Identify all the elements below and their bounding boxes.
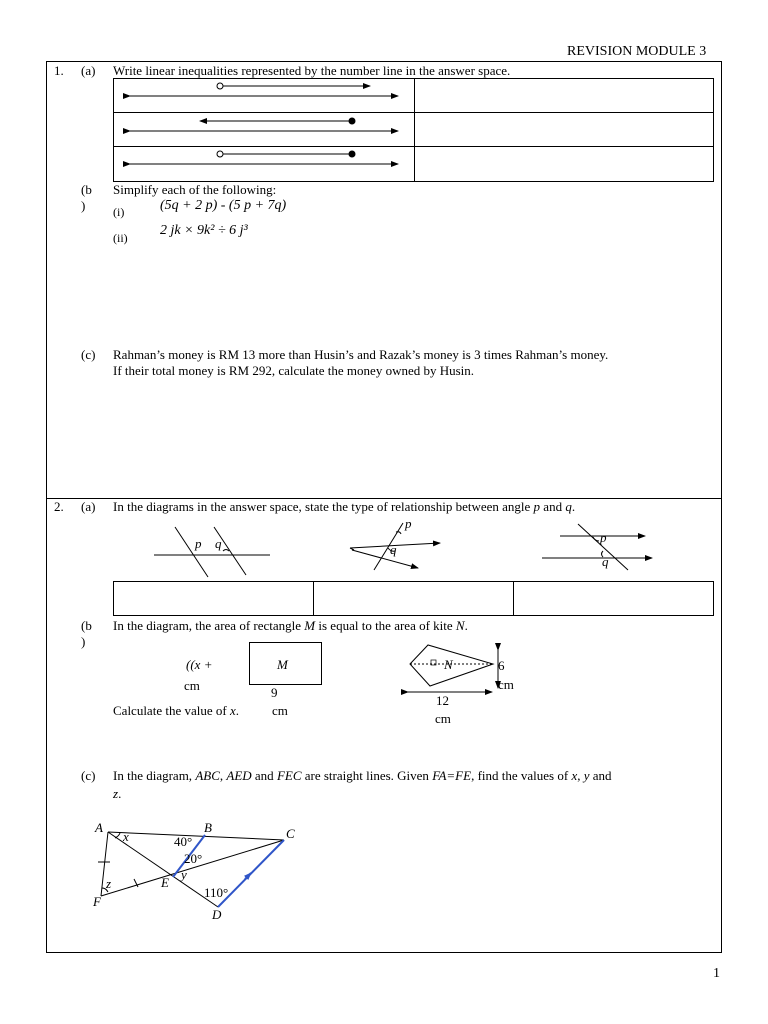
q2b-label: (b <box>81 618 92 633</box>
q2a-text: In the diagrams in the answer space, state the type of relationship between angle p and q. <box>113 499 576 514</box>
q2-number: 2. <box>54 499 64 514</box>
q2b-label-close: ) <box>81 634 86 649</box>
module-title: REVISION MODULE 3 <box>567 44 707 59</box>
q1c-label: (c) <box>81 347 96 362</box>
angle-110: 110° <box>204 885 229 900</box>
q1b-i-expression: (5q + 2 p) - (5 p + 7q) <box>160 198 287 213</box>
diagram1-angle-p: p <box>195 536 202 551</box>
point-f: F <box>93 894 101 909</box>
point-c: C <box>286 826 295 841</box>
diagram1-angle-q: q <box>215 536 222 551</box>
kite-height-unit: cm <box>498 677 514 692</box>
rectangle-bottom-unit: cm <box>272 703 288 718</box>
q1c-line-2: If their total money is RM 292, calculate the money owned by Husin. <box>113 363 475 378</box>
angle-20: 20° <box>184 851 203 866</box>
q1b-label-close: ) <box>81 198 86 213</box>
page-number: 1 <box>713 966 720 981</box>
angle-x: x <box>123 829 129 844</box>
q2c-line-1: In the diagram, ABC, AED and FEC are straight lines. Given FA=FE, find the values of x, y and <box>113 768 612 783</box>
angle-y: y <box>181 867 187 882</box>
kite-width-unit: cm <box>435 711 451 726</box>
diagram3-angle-q: q <box>602 554 609 569</box>
rectangle-label: M <box>277 657 288 672</box>
kite-height-value: 6 <box>498 658 505 673</box>
q2b-calculate: Calculate the value of x. <box>113 703 239 718</box>
q1b-label: (b <box>81 182 92 197</box>
angle-40: 40° <box>174 834 193 849</box>
angle-z: z <box>106 876 112 891</box>
diagram2-angle-q: q <box>390 542 397 557</box>
diagram3-angle-p: p <box>600 530 607 545</box>
q1a-label: (a) <box>81 63 96 78</box>
kite-label: N <box>444 657 453 672</box>
q2c-label: (c) <box>81 768 96 783</box>
q1c-line-1: Rahman’s money is RM 13 more than Husin’s and Razak’s money is 3 times Rahman’s money. <box>113 347 609 362</box>
rectangle-side-unit: cm <box>184 678 200 693</box>
point-a: A <box>95 820 103 835</box>
q1b-i-label: (i) <box>113 205 125 219</box>
kite-width-value: 12 <box>436 693 449 708</box>
q2b-text: In the diagram, the area of rectangle M is equal to the area of kite N. <box>113 618 468 633</box>
diagram2-angle-p: p <box>405 516 412 531</box>
q1b-ii-label: (ii) <box>113 231 128 245</box>
point-e: E <box>161 875 169 890</box>
q1b-ii-expression: 2 jk × 9k² ÷ 6 j³ <box>160 223 248 238</box>
point-b: B <box>204 820 212 835</box>
rectangle-side-label: ((x + <box>186 657 213 672</box>
point-d: D <box>212 907 222 922</box>
q1a-text: Write linear inequalities represented by the number line in the answer space. <box>113 63 511 78</box>
rectangle-bottom-value: 9 <box>271 685 278 700</box>
q1b-text: Simplify each of the following: <box>113 182 277 197</box>
q1-number: 1. <box>54 63 64 78</box>
q2c-line-2: z. <box>113 786 122 801</box>
q2a-label: (a) <box>81 499 96 514</box>
